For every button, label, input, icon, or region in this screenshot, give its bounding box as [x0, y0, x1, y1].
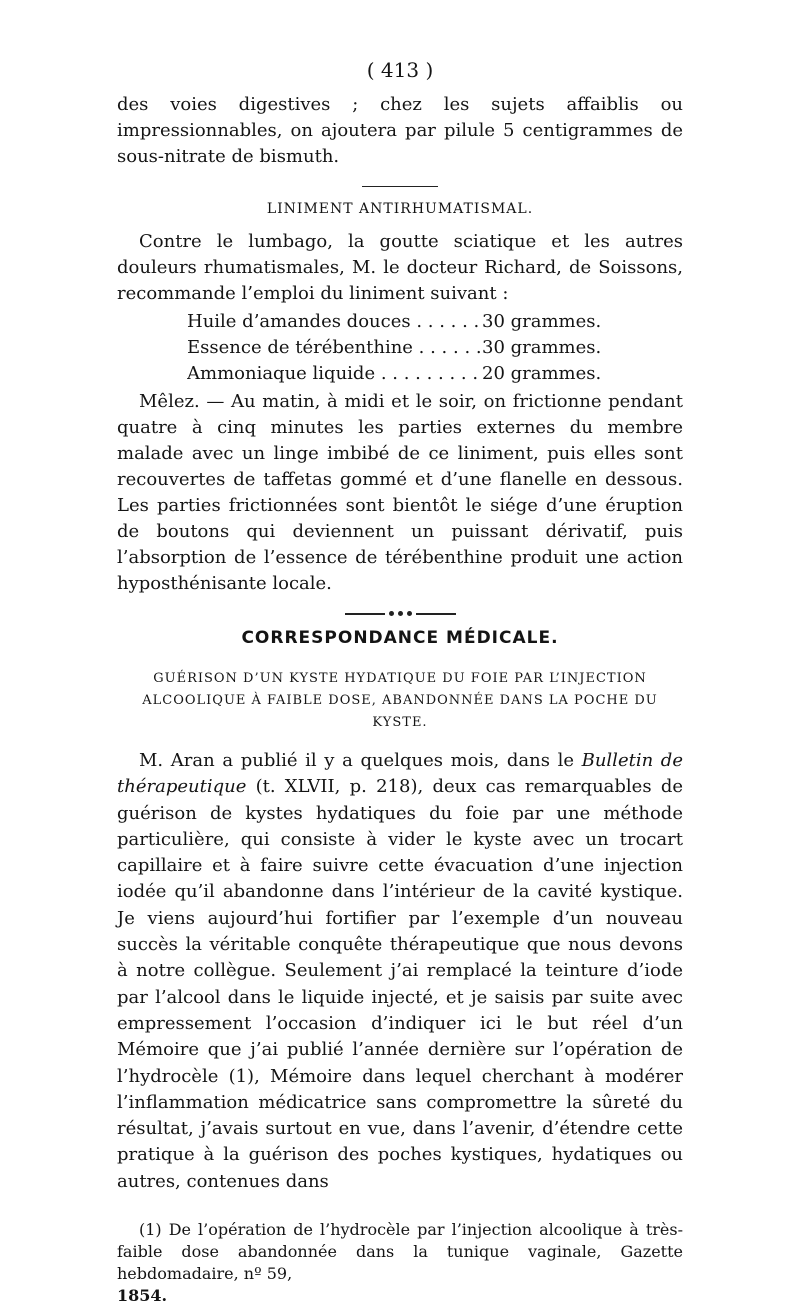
liniment-instructions: Mêlez. — Au matin, à midi et le soir, on frictionne pendant quatre à cinq minutes les parties externes du membre malade avec un linge imbibé de ce liniment, puis elles sont recouvertes de taffetas gommé et d’une flanelle en dessous. Les parties frictionnées sont bientôt le siége d’une éruption de boutons qui deviennent un puissant dérivatif, puis l’absorption de l’essence de térébenthine produit une action hyposthénisante locale.: [117, 391, 683, 594]
journal-title: Bulletin de thérapeutique: [117, 750, 683, 798]
article-body-start: M. Aran a publié il y a quelques mois, dans le: [139, 750, 582, 771]
article-body: [117, 748, 683, 1195]
article-subtitle: GUÉRISON D’UN KYSTE HYDATIQUE DU FOIE PAR L’INJECTION ALCOOLIQUE À FAIBLE DOSE, ABANDONNÉE DANS LA POCHE DU KYSTE.: [142, 671, 658, 730]
recipe-list: [187, 309, 683, 387]
ornament-divider: [117, 611, 683, 616]
recipe-row: [187, 361, 683, 387]
liniment-intro: Contre le lumbago, la goutte sciatique et les autres douleurs rhumatismales, M. le docteur Richard, de Soissons, recommande l’emploi du liniment suivant :: [117, 231, 683, 304]
section-title-liniment: LINIMENT ANTIRHUMATISMAL.: [266, 201, 534, 217]
footnote-text: (1) De l’opération de l’hydrocèle par l’injection alcoolique à très-faible dose abandonnée dans la tunique vaginale, Gazette hebdomadaire, nº 59,: [117, 1220, 683, 1284]
divider: [362, 186, 438, 187]
footnote: [117, 1219, 683, 1307]
intro-paragraph: des voies digestives ; chez les sujets affaiblis ou impressionnables, on ajoutera par pilule 5 centigrammes de sous-nitrate de bismuth.: [117, 94, 683, 167]
recipe-quantity: 30 grammes.: [482, 311, 602, 332]
page: [117, 58, 683, 1307]
page-number: ( 413 ): [366, 58, 434, 82]
recipe-row: [187, 335, 683, 361]
recipe-quantity: 30 grammes.: [482, 337, 602, 358]
recipe-row: [187, 309, 683, 335]
recipe-quantity: 20 grammes.: [482, 363, 602, 384]
recipe-ingredient: Essence de térébenthine . . .: [187, 335, 482, 361]
recipe-ingredient: Ammoniaque liquide . . .: [187, 361, 482, 387]
article-body-rest: (t. XLVII, p. 218), deux cas remarquables de guérison de kystes hydatiques du foie par une méthode particulière, qui consiste à vider le kyste avec un trocart capillaire et à faire suivre cette évacuation d’une injection iodée qu’il abandonne dans l’intérieur de la cavité kystique. Je viens aujourd’hui fortifier par l’exemple d’un nouveau succès la véritable conquête thérapeutique que nous devons à notre collègue. Seulement j’ai remplacé la teinture d’iode par l’alcool dans le liquide injecté, et je saisis par suite avec empressement l’occasion d’indiquer ici le but réel d’un Mémoire que j’ai publié l’année dernière sur l’opération de l’hydrocèle (1), Mémoire dans lequel cherchant à modérer l’inflammation médicatrice sans compromettre la sûreté du résultat, j’avais surtout en vue, dans l’avenir, d’étendre cette pratique à la guérison des poches kystiques, hydatiques ou autres, contenues dans: [117, 776, 683, 1192]
section-title-correspondance: CORRESPONDANCE MÉDICALE.: [241, 628, 559, 648]
footnote-year: 1854.: [117, 1286, 168, 1306]
recipe-ingredient: Huile d’amandes douces . . .: [187, 309, 482, 335]
